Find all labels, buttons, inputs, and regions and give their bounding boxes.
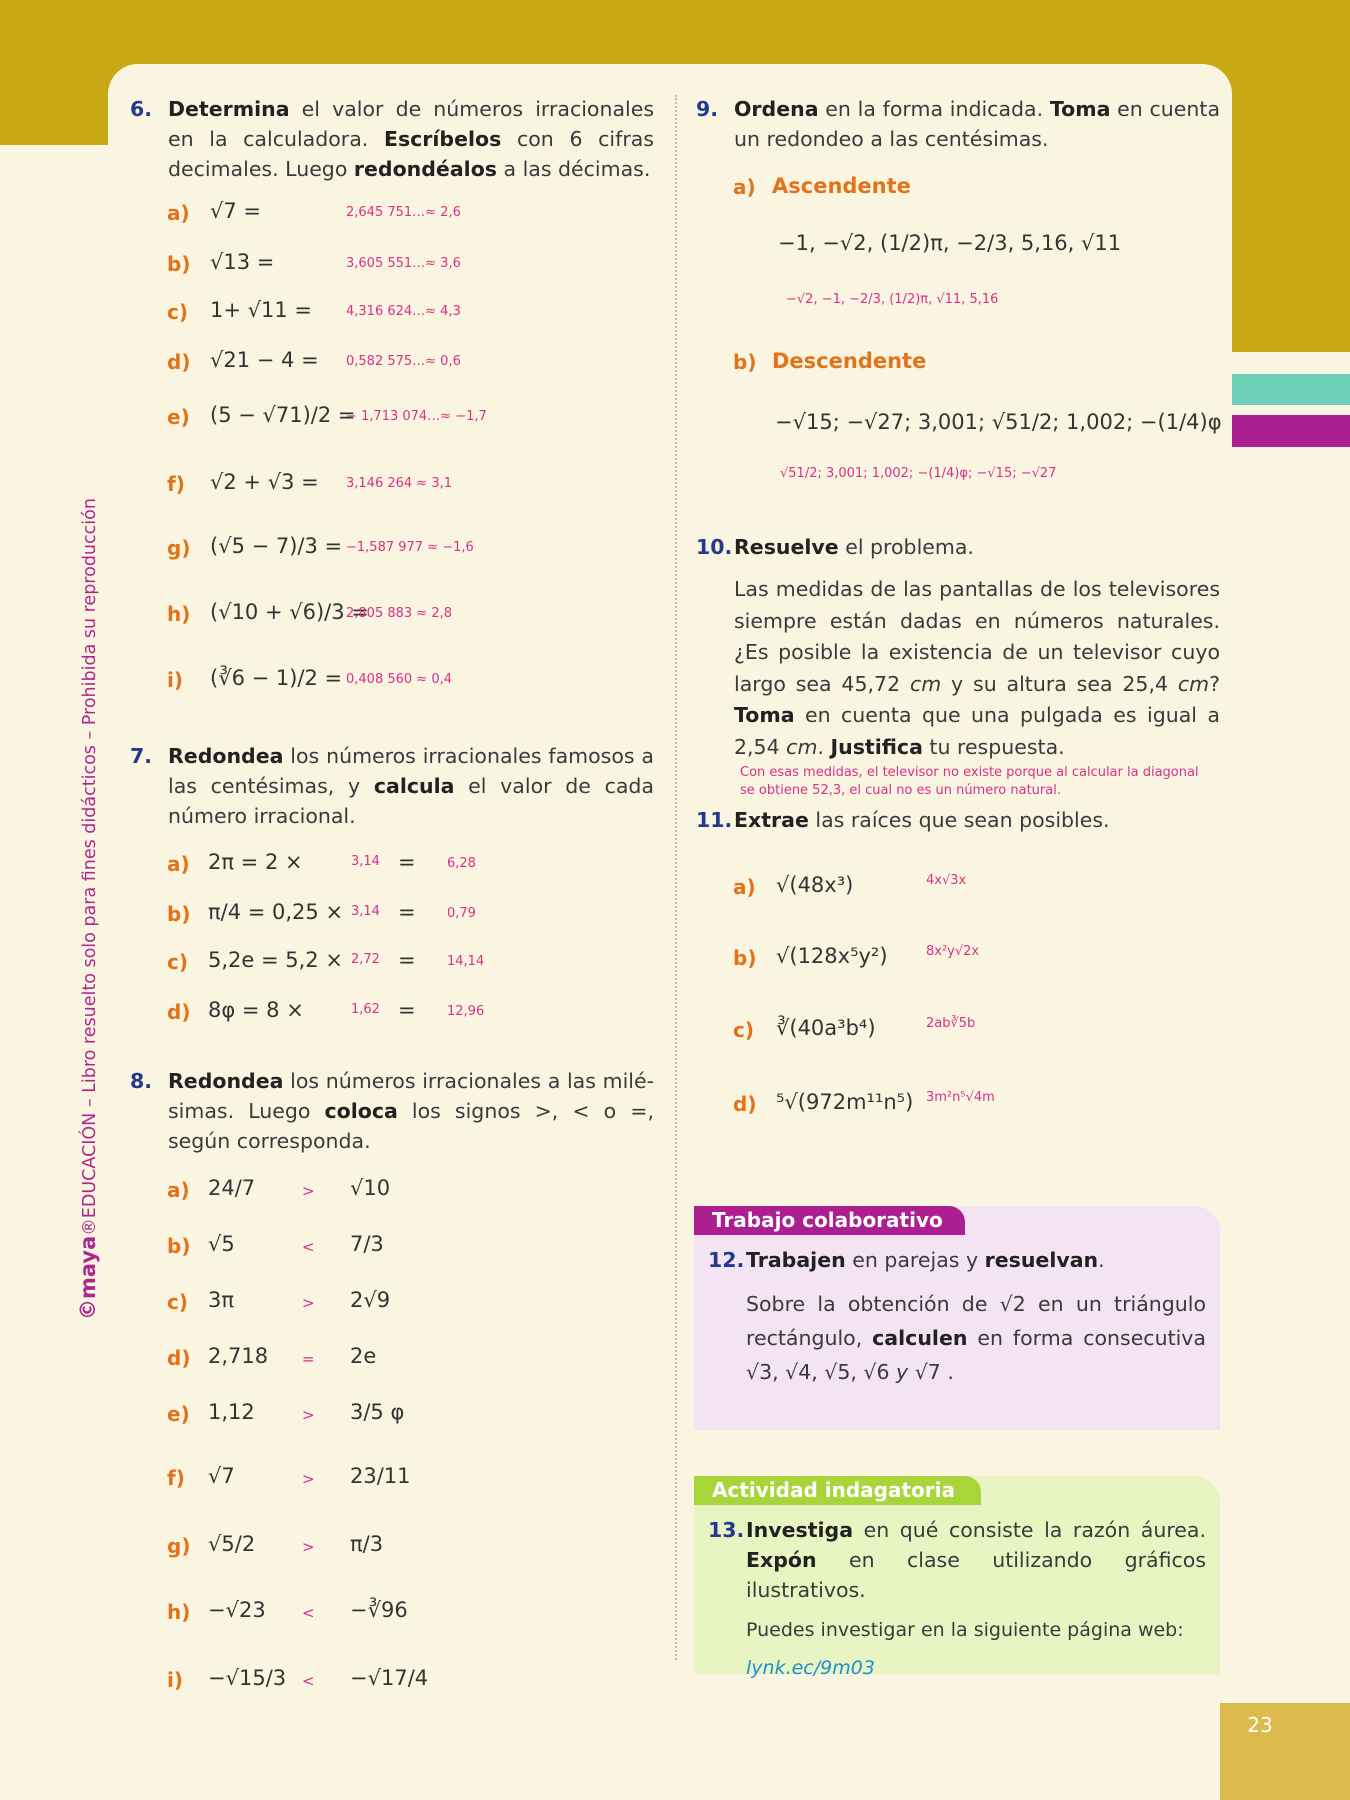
item-expression: √(128x⁵y²) bbox=[776, 944, 888, 968]
comparison-left: 1,12 bbox=[208, 1400, 255, 1424]
item-answer: 4x√3x bbox=[926, 873, 967, 888]
comparison-sign: > bbox=[302, 1182, 315, 1200]
descending-subtitle: Descendente bbox=[772, 349, 927, 373]
teal-section-tab bbox=[1232, 374, 1350, 405]
exercise-number: 8. bbox=[130, 1069, 153, 1093]
exercise-number: 6. bbox=[130, 97, 153, 121]
exercise-instructions: Extrae las raíces que sean posibles. bbox=[734, 808, 1110, 832]
item-expression: (√5 − 7)/3 = bbox=[210, 534, 343, 558]
item-label: a) bbox=[733, 175, 756, 199]
comparison-left: 3π bbox=[208, 1288, 235, 1312]
item-label: c) bbox=[733, 1018, 754, 1042]
comparison-right: π/3 bbox=[350, 1532, 384, 1556]
ascending-subtitle: Ascendente bbox=[772, 174, 911, 198]
inquiry-header: Actividad indagatoria bbox=[694, 1476, 981, 1505]
item-label: i) bbox=[167, 668, 183, 692]
page-number-box bbox=[1220, 1703, 1350, 1800]
item-label: e) bbox=[167, 1402, 190, 1426]
exercise-instructions: Redondea los números irracionales a las milésimas. Luego coloca los signos >, < o =, según corresponda. bbox=[168, 1069, 654, 1153]
item-expression: √13 = bbox=[210, 250, 275, 274]
item-label: b) bbox=[167, 252, 191, 276]
column-divider bbox=[675, 95, 677, 1660]
item-expression: √21 − 4 = bbox=[210, 348, 319, 372]
item-result: 0,79 bbox=[447, 906, 476, 921]
comparison-right: −√17/4 bbox=[350, 1666, 429, 1690]
magenta-section-tab bbox=[1232, 415, 1350, 447]
item-label: d) bbox=[167, 1346, 191, 1370]
equals-sign: = bbox=[398, 998, 416, 1022]
item-answer: 3,146 264 ≈ 3,1 bbox=[346, 476, 452, 491]
exercise-title: Investiga en qué consiste la razón áurea. Expón en clase utilizando gráficos ilustrativos. bbox=[746, 1518, 1206, 1602]
item-expression: π/4 = 0,25 × bbox=[208, 900, 344, 924]
exercise-9 bbox=[696, 94, 1221, 154]
item-answer: 0,582 575…≈ 0,6 bbox=[346, 354, 461, 369]
item-label: g) bbox=[167, 1534, 191, 1558]
comparison-right: √10 bbox=[350, 1176, 391, 1200]
descending-expression: −√15; −√27; 3,001; √51/2; 1,002; −(1/4)φ bbox=[775, 410, 1222, 434]
page-number: 23 bbox=[1247, 1713, 1273, 1737]
item-label: h) bbox=[167, 1600, 191, 1624]
item-label: h) bbox=[167, 602, 191, 626]
copyright-notice: ®EDUCACIÓN – Libro resuelto solo para fines didácticos – Prohibida su reproducción bbox=[80, 498, 100, 1236]
item-label: a) bbox=[167, 1178, 190, 1202]
item-expression: 1+ √11 = bbox=[210, 298, 313, 322]
item-fill-value: 3,14 bbox=[351, 854, 380, 869]
item-label: e) bbox=[167, 405, 190, 429]
item-fill-value: 1,62 bbox=[351, 1002, 380, 1017]
item-answer: 8x²y√2x bbox=[926, 944, 980, 959]
item-label: f) bbox=[167, 472, 185, 496]
item-answer: 2ab∛5b bbox=[926, 1016, 976, 1031]
equals-sign: = bbox=[398, 850, 416, 874]
item-answer: − 1,713 074…≈ −1,7 bbox=[346, 409, 487, 424]
comparison-sign: > bbox=[302, 1294, 315, 1312]
comparison-left: √5/2 bbox=[208, 1532, 256, 1556]
comparison-left: 24/7 bbox=[208, 1176, 256, 1200]
comparison-left: √7 bbox=[208, 1464, 235, 1488]
item-label: a) bbox=[167, 201, 190, 225]
exercise-body: Sobre la obtención de √2 en un triángulo rectángulo, calculen en forma consecutiva √3, √4, √5, √6 y √7 . bbox=[746, 1292, 1206, 1384]
exercise-number: 10. bbox=[696, 535, 733, 559]
exercise-10 bbox=[696, 532, 1220, 763]
item-expression: √7 = bbox=[210, 199, 262, 223]
exercise-number: 12. bbox=[708, 1248, 745, 1272]
item-label: b) bbox=[733, 946, 757, 970]
item-expression: ∛(40a³b⁴) bbox=[776, 1016, 876, 1040]
copyright-side-text bbox=[76, 498, 100, 1320]
item-result: 14,14 bbox=[447, 954, 485, 969]
comparison-sign: > bbox=[302, 1470, 315, 1488]
item-answer: 3m²n⁵√4m bbox=[926, 1090, 995, 1105]
exercise-number: 11. bbox=[696, 808, 733, 832]
brand-logo-text: ©maya bbox=[76, 1235, 100, 1320]
exercise-instructions: Ordena en la forma indicada. Toma en cuenta un redondeo a las centésimas. bbox=[734, 97, 1221, 151]
item-expression: √2 + √3 = bbox=[210, 470, 319, 494]
comparison-sign: > bbox=[302, 1538, 315, 1556]
problem-statement: Las medidas de las pantallas de los televisores siempre están dadas en números naturales. ¿Es posible la existencia de un televisor cuyo largo sea 45,72 cm y su altura sea 25,4 cm? Toma en cuenta que una pulgada es igual a 2,54 cm. Justifica tu respuesta. bbox=[734, 577, 1220, 759]
item-label: b) bbox=[167, 902, 191, 926]
comparison-right: −∛96 bbox=[350, 1598, 408, 1622]
item-label: d) bbox=[167, 350, 191, 374]
exercise-11 bbox=[696, 805, 1220, 835]
exercise-number: 7. bbox=[130, 744, 153, 768]
exercise-title: Trabajen en parejas y resuelvan. bbox=[746, 1248, 1105, 1272]
item-label: c) bbox=[167, 950, 188, 974]
item-label: a) bbox=[167, 852, 190, 876]
item-label: d) bbox=[733, 1092, 757, 1116]
answer-line: Con esas medidas, el televisor no existe porque al calcular la diagonal bbox=[740, 765, 1199, 780]
item-expression: ⁵√(972m¹¹n⁵) bbox=[776, 1090, 914, 1114]
collaborative-header: Trabajo colaborativo bbox=[694, 1206, 965, 1235]
comparison-left: −√15/3 bbox=[208, 1666, 287, 1690]
equals-sign: = bbox=[398, 900, 416, 924]
ascending-answer: −√2, −1, −2/3, (1/2)π, √11, 5,16 bbox=[786, 292, 999, 307]
item-expression: 2π = 2 × bbox=[208, 850, 303, 874]
item-expression: (√10 + √6)/3 = bbox=[210, 600, 369, 624]
item-result: 12,96 bbox=[447, 1004, 485, 1019]
comparison-sign: > bbox=[302, 1406, 315, 1424]
right-color-band bbox=[1232, 0, 1350, 352]
item-expression: √(48x³) bbox=[776, 873, 854, 897]
item-expression: 8φ = 8 × bbox=[208, 998, 304, 1022]
comparison-right: 23/11 bbox=[350, 1464, 411, 1488]
exercise-8 bbox=[130, 1066, 654, 1156]
comparison-left: −√23 bbox=[208, 1598, 266, 1622]
exercise-title: Resuelve el problema. bbox=[734, 535, 974, 559]
item-label: c) bbox=[167, 300, 188, 324]
item-fill-value: 3,14 bbox=[351, 904, 380, 919]
inquiry-note: Puedes investigar en la siguiente página web: bbox=[746, 1619, 1184, 1641]
comparison-sign: < bbox=[302, 1238, 315, 1256]
item-label: b) bbox=[733, 350, 757, 374]
item-label: i) bbox=[167, 1668, 183, 1692]
item-label: c) bbox=[167, 1290, 188, 1314]
exercise-number: 13. bbox=[708, 1518, 745, 1542]
exercise-10-answer bbox=[740, 764, 1199, 800]
item-label: a) bbox=[733, 875, 756, 899]
item-answer: 3,605 551…≈ 3,6 bbox=[346, 256, 461, 271]
comparison-sign: < bbox=[302, 1604, 315, 1622]
descending-answer: √51/2; 3,001; 1,002; −(1/4)φ; −√15; −√27 bbox=[780, 466, 1057, 481]
item-answer: 2,805 883 ≈ 2,8 bbox=[346, 606, 452, 621]
item-expression: (5 − √71)/2 = bbox=[210, 403, 356, 427]
ascending-expression: −1, −√2, (1/2)π, −2/3, 5,16, √11 bbox=[778, 231, 1122, 255]
exercise-6 bbox=[130, 94, 654, 184]
equals-sign: = bbox=[398, 948, 416, 972]
comparison-sign: = bbox=[302, 1350, 315, 1368]
item-answer: −1,587 977 ≈ −1,6 bbox=[346, 540, 474, 555]
comparison-left: √5 bbox=[208, 1232, 235, 1256]
item-fill-value: 2,72 bbox=[351, 952, 380, 967]
comparison-right: 3/5 φ bbox=[350, 1400, 405, 1424]
item-label: b) bbox=[167, 1234, 191, 1258]
exercise-7 bbox=[130, 741, 654, 831]
item-result: 6,28 bbox=[447, 856, 476, 871]
comparison-left: 2,718 bbox=[208, 1344, 269, 1368]
comparison-right: 2√9 bbox=[350, 1288, 391, 1312]
exercise-instructions: Determina el valor de números irracionales en la calculadora. Escríbelos con 6 cifras decimales. Luego redondéalos a las décimas. bbox=[168, 97, 654, 181]
comparison-right: 7/3 bbox=[350, 1232, 384, 1256]
item-answer: 0,408 560 ≈ 0,4 bbox=[346, 672, 452, 687]
item-label: f) bbox=[167, 1466, 185, 1490]
web-link[interactable]: lynk.ec/9m03 bbox=[746, 1657, 875, 1679]
comparison-sign: < bbox=[302, 1672, 315, 1690]
exercise-12 bbox=[708, 1245, 1206, 1389]
answer-line: se obtiene 52,3, el cual no es un número natural. bbox=[740, 783, 1061, 798]
exercise-instructions: Redondea los números irracionales famosos a las centésimas, y calcula el valor de cada número irracional. bbox=[168, 744, 654, 828]
exercise-number: 9. bbox=[696, 97, 719, 121]
comparison-right: 2e bbox=[350, 1344, 377, 1368]
item-label: g) bbox=[167, 536, 191, 560]
item-label: d) bbox=[167, 1000, 191, 1024]
item-answer: 2,645 751…≈ 2,6 bbox=[346, 205, 461, 220]
item-answer: 4,316 624…≈ 4,3 bbox=[346, 304, 461, 319]
item-expression: (∛6 − 1)/2 = bbox=[210, 666, 343, 690]
item-expression: 5,2e = 5,2 × bbox=[208, 948, 343, 972]
exercise-13 bbox=[708, 1515, 1206, 1683]
